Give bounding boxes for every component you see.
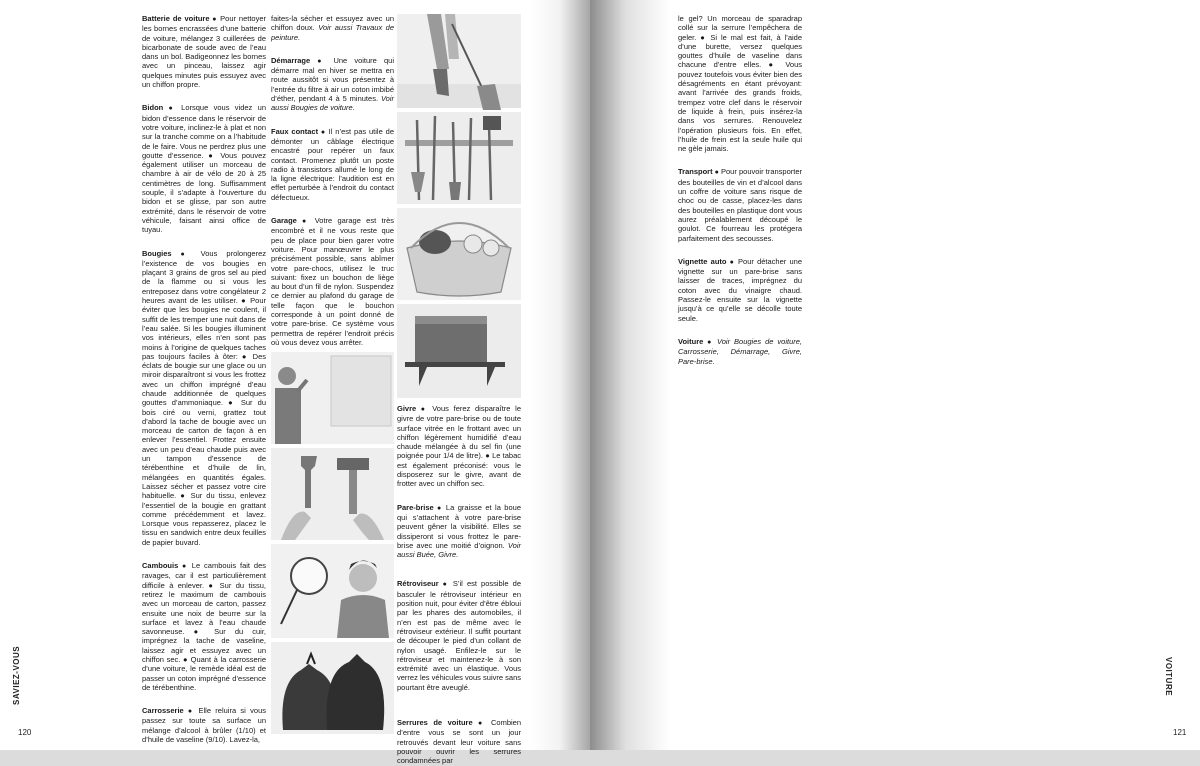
entry-text: faites-la sécher et essuyez avec un chiffon doux.	[271, 14, 394, 33]
bullet-icon: ●	[726, 258, 739, 266]
see-also-reference: Voir aussi Buée, Givre.	[397, 540, 521, 560]
bullet-icon: ●	[703, 338, 718, 346]
entry-headword: Bougies	[142, 248, 172, 258]
entry	[142, 103, 266, 234]
entry	[142, 561, 266, 692]
entry-text: Vous prolongerez l’existence de vos bougies en plaçant 3 grains de gros sel au pied de la flamme ou si vous les entreposez dans votre congélateur 2 heures avant de les utiliser. ● Pour éviter que les bougies ne coulent, il suffit de les tremper une nuit dans de l’eau salée. Si les bougies illuminent vos intérieurs, elles n’en sont pas moins à l’origine de quelques taches pas toujours faciles à ôter: ● Des éclats de bougie sur une glace ou un miroir disparaîtront si vous les frottez avec un chiffon imprégné d’eau chaude additionnée de quelques gouttes d’ammoniaque. ● Sur du bois ciré ou verni, grattez tout d’abord la tache de bougie avec un morceau de carton de façon à en enlever l’essentiel. Frottez ensuite avec un peu d’eau chaude puis avec un tampon d’essence de térébenthine et d’huile de lin, mélangées en quantités égales. Laissez sécher et passez votre cire habituelle. ● Sur du tissu, enlevez l’essentiel de la bougie en grattant comme précédemment et lavez. Lorsque vous repasserez, placez le tissu en sandwich entre deux feuilles de papier buvard.	[142, 248, 267, 547]
entry-text: Combien d’entre vous se sont un jour retrouvés devant leur voiture sans pouvoir ouvrir les serrures condamnées par	[397, 718, 521, 766]
bullet-icon: ●	[416, 406, 433, 413]
bullet-icon: ●	[438, 581, 453, 589]
entry-headword: Voiture	[678, 336, 704, 346]
entry	[142, 14, 266, 89]
left-page-number: 120	[18, 728, 32, 737]
entry-text: S’il est possible de basculer le rétroviseur intérieur en position nuit, pour éviter d’être ébloui par les phares des automobiles, il n’en est pas de même avec le rétroviseur extérieur. Il suffit pourtant de découper le pied d’un collant de nylon usagé. Enfilez-le sur le rétroviseur et maintenez-le à son extrémité avec un élastique. Vous verrez les véhicules vous suivre sans pourtant être aveuglé.	[397, 579, 521, 692]
right-running-head: VOITURE	[1164, 657, 1173, 697]
bullet-icon: ●	[171, 250, 201, 258]
entry	[678, 337, 802, 366]
entry-text: Pour pouvoir transporter des bouteilles de vin et d’alcool dans un coffre de voiture sans risque de choc ou de casse, placez-les dans des bouteilles en plastique dont vous aurez préalablement découpé le goulot. Ce fourreau les protégera parfaitement des secousses.	[678, 167, 803, 243]
entry-headword: Démarrage	[271, 55, 311, 65]
entry-headword: Rétroviseur	[397, 579, 439, 589]
entry	[678, 14, 802, 153]
left-column-3	[397, 404, 521, 766]
entry-text: Une voiture qui démarre mal en hiver se mettra en route aussitôt si vous présentez à l’entrée du filtre à air un coton imbibé d’éther, pendant 4 à 5 minutes.	[271, 55, 394, 104]
entry-headword: Faux contact	[271, 126, 319, 136]
left-page	[0, 0, 590, 766]
wall-shelf-illustration	[397, 304, 521, 398]
entry	[271, 216, 394, 347]
bullet-icon: ●	[296, 218, 315, 226]
entry-headword: Pare-brise	[397, 502, 434, 512]
see-also-reference: Voir aussi Bougies de voiture.	[271, 94, 394, 113]
entry-text: Elle reluira si vous passez sur toute sa surface un mélange d’alcool à brûler (1/10) et d’huile de vaseline (9/10). Lavez-la,	[142, 706, 266, 745]
see-also-reference: Voir Bougies de voiture, Carrosserie, Démarrage, Givre, Pare-brise.	[678, 336, 802, 366]
trash-bags-illustration	[271, 642, 394, 734]
tools-rack-illustration	[397, 112, 521, 204]
entry-text: Lorsque vous videz un bidon d’essence dans le réservoir de votre voiture, inclinez-le à plat et non sur la tranche comme on a l’habitude de le faire. Vous ne perdrez plus une goutte d’essence. ● Vous pouvez également utiliser un morceau de chambre à air de vélo de 20 à 25 centimètres de long. Suffisamment souple, il s’adapte à l’ouverture du bidon et se glisse, par son autre extrémité, dans le réservoir de votre véhicule, faisant ainsi office de tuyau.	[142, 103, 266, 235]
bullet-icon: ●	[178, 563, 192, 571]
left-column-2	[271, 14, 394, 401]
entry	[271, 56, 394, 113]
entry	[397, 579, 521, 692]
entry-text: Vous ferez disparaître le givre de votre pare-brise ou de toute surface vitrée en le frottant avec un chiffon légèrement humidifié d’eau chaude mélangée à du sel fin (une poignée pour 1/4 de litre). ● Le tabac est également préconisé: vous le disposerez sur le givre, avant de frotter avec un chiffon sec.	[397, 404, 521, 489]
bullet-icon: ●	[183, 708, 199, 716]
entry-text: le gel? Un morceau de sparadrap collé sur la serrure l’empêchera de geler. ● Si le mal est fait, à l’aide d’une burette, versez quelques gouttes d’huile de vaseline dans chacune d’entre elles. ● Vous pouvez toutefois vous éviter bien des désagréments en étant prévoyant: avant l’arrivée des grands froids, trempez votre clef dans le réservoir de liquide à frein, puis insérez-la dans vos serrures. Renouvelez l’opération plusieurs fois. En effet, l’huile de frein est la seule huile qui ne gèle jamais.	[678, 14, 802, 154]
entry	[142, 706, 266, 744]
magnifier-man-illustration	[271, 544, 394, 638]
entry-text: Votre garage est très encombré et il ne vous reste que peu de place pour bien garer votre voiture. Pour manœuvrer le plus précisément possible, sans abîmer votre pare-chocs, utilisez le truc suivant: fixez un bouchon de liège au bout d’un fil de nylon. Suspendez ce dernier au plafond du garage de telle façon que le bouchon corresponde à un point donné de votre pare-brise. Ce système vous permettra de repérer l’endroit précis où vous devez vous arrêter.	[271, 216, 395, 347]
entry	[271, 14, 394, 42]
right-page	[590, 0, 1200, 750]
bullet-icon: ●	[433, 504, 446, 512]
entry	[397, 404, 521, 489]
left-gutter-shadow	[530, 0, 590, 750]
basket-illustration	[397, 208, 521, 300]
bullet-icon: ●	[209, 16, 221, 23]
bullet-icon: ●	[472, 720, 491, 728]
wrench-hammer-illustration	[271, 448, 394, 540]
left-running-head: SAVIEZ-VOUS	[12, 645, 21, 705]
left-column-1	[142, 14, 266, 758]
entry-headword: Vignette auto	[678, 256, 727, 266]
entry	[397, 503, 521, 560]
entry-text: Pour détacher une vignette sur un pare-brise sans laisser de traces, imprégnez du coton avec du vinaigre chaud. Passez-le ensuite sur la vignette jusqu’à ce qu’elle se décolle toute seule.	[678, 256, 802, 323]
bullet-icon: ●	[163, 105, 182, 113]
broom-illustration	[397, 14, 521, 108]
entry-headword: Carrosserie	[142, 706, 184, 716]
entry-headword: Transport	[678, 167, 713, 177]
entry	[678, 167, 802, 242]
bullet-icon: ●	[712, 169, 721, 177]
entry-headword: Cambouis	[142, 561, 179, 571]
entry-text: Il n’est pas utile de démonter un câblage électrique encastré pour repérer un faux contact. Promenez plutôt un poste radio à transistors allumé le long de la ligne électrique: l’audition est en effet perturbée à l’endroit du contact défectueux.	[271, 126, 395, 202]
entry-headword: Givre	[397, 404, 417, 413]
right-page-number: 121	[1173, 728, 1187, 737]
entry-text: La graisse et la boue qui s’attachent à votre pare-brise peuvent gêner la visibilité. Elles se dissiperont si vous frottez le pare-brise avec une moitié d’oignon.	[397, 502, 521, 550]
entry	[142, 249, 266, 548]
bullet-icon: ●	[318, 128, 329, 136]
bullet-icon: ●	[310, 57, 334, 65]
entry-headword: Serrures de voiture	[397, 718, 473, 728]
entry	[397, 718, 521, 765]
see-also-reference: Voir aussi Travaux de peinture.	[271, 23, 394, 42]
man-in-room-illustration	[271, 352, 394, 444]
entry-headword: Bidon	[142, 103, 164, 113]
right-gutter-shadow	[590, 0, 670, 750]
entry-headword: Garage	[271, 216, 297, 226]
right-column	[678, 14, 802, 380]
entry-text: Pour nettoyer les bornes encrassées d’une batterie de voiture, mélangez 3 cuillerées de bicarbonate de soude avec de l’eau dans un bol. Badigeonnez les bornes avec un pinceau, laissez agir quelques minutes puis essuyez avec un chiffon propre.	[142, 14, 266, 90]
entry	[678, 257, 802, 323]
entry	[271, 127, 394, 202]
entry-text: Le cambouis fait des ravages, car il est particulièrement difficile à enlever. ● Sur du tissu, retirez le maximum de cambouis avec un morceau de carton, passez ensuite une noix de beurre sur la surface et lavez à l’eau chaude savonneuse. ● Sur du cuir, imprégnez la tache de vaseline, laissez agir et essuyez avec un chiffon sec. ● Quant à la carrosserie d’une voiture, le remède idéal est de passer un coton imprégné d’essence de térébenthine.	[142, 561, 266, 692]
entry-headword: Batterie de voiture	[142, 14, 210, 23]
